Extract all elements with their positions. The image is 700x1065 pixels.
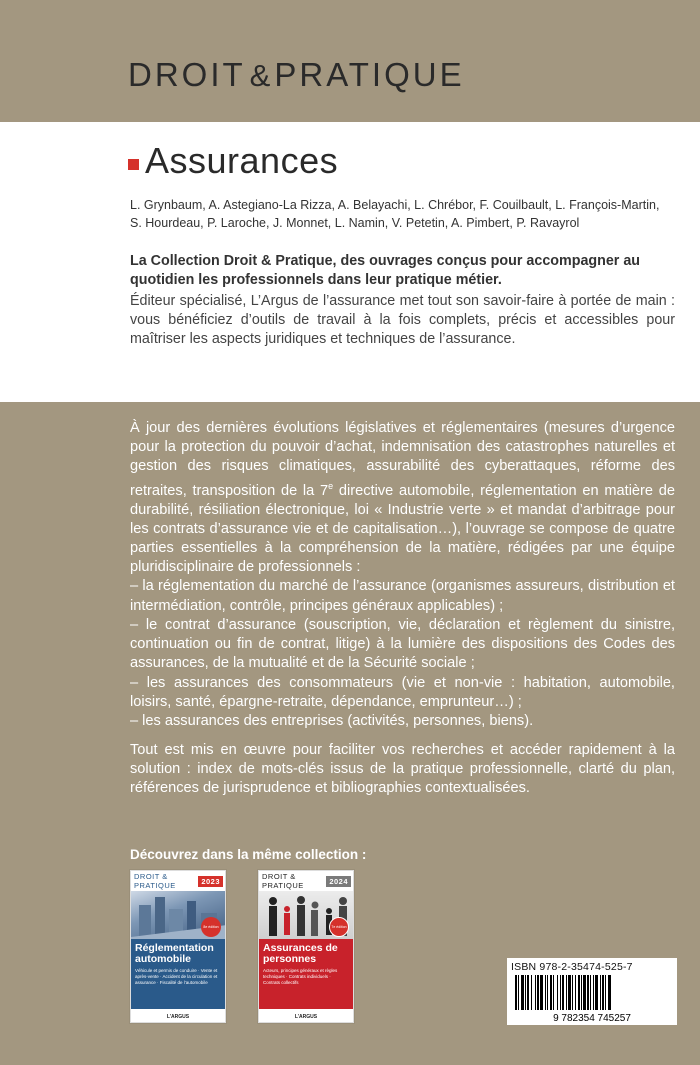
edition-badge: 7e édition — [329, 917, 349, 937]
main-paragraph — [130, 419, 675, 577]
thumb-header — [259, 871, 353, 891]
people-silhouettes-icon — [259, 891, 353, 939]
thumb-series: DROIT & PRATIQUE — [262, 872, 304, 890]
editor-paragraph: Éditeur spécialisé, L’Argus de l’assurance met tout son savoir-faire à portée de main : vous bénéficiez d’outils de travail à la fois complets, précis et accessibles pour maîtriser les aspects juridiques et techniques de l’assurance. — [130, 293, 675, 347]
series-title — [128, 56, 465, 94]
discover-heading: Découvrez dans la même collection : — [130, 847, 367, 862]
authors — [130, 196, 680, 232]
thumb-year: 2023 — [198, 876, 223, 887]
closing-paragraph: Tout est mis en œuvre pour faciliter vos recherches et accéder rapidement à la solution : index de mots-clés issus de la pratique professionnelle, clarté du plan, références de jurisprudence et bibliographies contextualisées. — [130, 742, 675, 797]
main-text-part1: À jour des dernières évolutions législatives et réglementaires (mesures d’urgence pour la protection du pouvoir d’achat, indemnisation des catastrophes naturelles et gestion des risques climatiques, assurabilité des cyberattaques, réforme des retraites, transposition de la 7 — [130, 420, 675, 499]
thumb-title: Assurances de personnes — [263, 942, 338, 965]
city-photo-icon — [131, 891, 225, 939]
thumb-title: Réglementation automobile — [135, 942, 214, 965]
edition-badge: 8e édition — [201, 917, 221, 937]
barcode-icon — [511, 975, 673, 1023]
book-title: Assurances — [145, 140, 339, 181]
authors-line-1: L. Grynbaum, A. Astegiano-La Rizza, A. Belayachi, L. Chrébor, F. Couilbault, L. François-Martin, — [130, 198, 660, 212]
list-item: – le contrat d’assurance (souscription, vie, déclaration et règlement du sinistre, continuation ou fin de contrat, litige) à la lumière des dispositions des Codes des assurances, de la mutualité et de la Sécurité sociale ; — [130, 616, 675, 672]
list-item: – les assurances des entreprises (activités, personnes, biens). — [130, 712, 534, 729]
collection-lead: La Collection Droit & Pratique, des ouvrages conçus pour accompagner au quotidien les professionnels dans leur pratique métier. — [130, 253, 641, 288]
thumb-body — [259, 939, 353, 1009]
thumb-subtitle: Acteurs, principes généraux et règles techniques · Contrats individuels · Contrats collectifs — [263, 968, 338, 985]
barcode-digits: 9 782354 745257 — [553, 1013, 631, 1023]
thumb-header — [131, 871, 225, 891]
series-ampersand: & — [249, 58, 271, 93]
publisher-logo: L’ARGUS — [131, 1009, 225, 1023]
thumb-body — [131, 939, 225, 1009]
contents-list — [130, 577, 675, 731]
list-item: – les assurances des consommateurs (vie et non-vie : habitation, automobile, loisirs, santé, épargne-retraite, dépendance, emprunteur…) ; — [130, 674, 675, 710]
ordinal-superscript: e — [328, 480, 334, 491]
main-description — [130, 419, 675, 731]
thumb-series: DROIT & PRATIQUE — [134, 872, 176, 890]
related-book-assurances-de-personnes[interactable] — [258, 870, 354, 1023]
book-title-block — [128, 140, 338, 182]
main-text-part2: directive automobile, réglementation en matière de durabilité, résiliation électronique, loi « Industrie verte » et mandat d’arbitrage pour les contrats d’assurance vie et de capitalisation…), l’ouvrage se compose de quatre parties essentielles à la compréhension de la matière, rédigées par une équipe pluridisciplinaire de professionnels : — [130, 482, 675, 576]
thumb-subtitle: Véhicule et permis de conduire · Vente et après-vente · Accident de la circulation et assurance · Fiscalité de l’automobile — [135, 968, 218, 985]
thumb-year: 2024 — [326, 876, 351, 887]
series-part1: DROIT — [128, 56, 246, 93]
related-book-reglementation-automobile[interactable] — [130, 870, 226, 1023]
isbn-label: ISBN 978-2-35474-525-7 — [511, 961, 633, 973]
list-item: – la réglementation du marché de l’assurance (organismes assureurs, distribution et intermédiation, contrôle, principes généraux applicables) ; — [130, 578, 675, 614]
red-square-bullet-icon — [128, 159, 139, 170]
publisher-logo: L’ARGUS — [259, 1009, 353, 1023]
series-part2: PRATIQUE — [274, 56, 465, 93]
isbn-block — [507, 958, 677, 1025]
authors-line-2: S. Hourdeau, P. Laroche, J. Monnet, L. Namin, V. Petetin, A. Pimbert, P. Ravayrol — [130, 216, 580, 230]
